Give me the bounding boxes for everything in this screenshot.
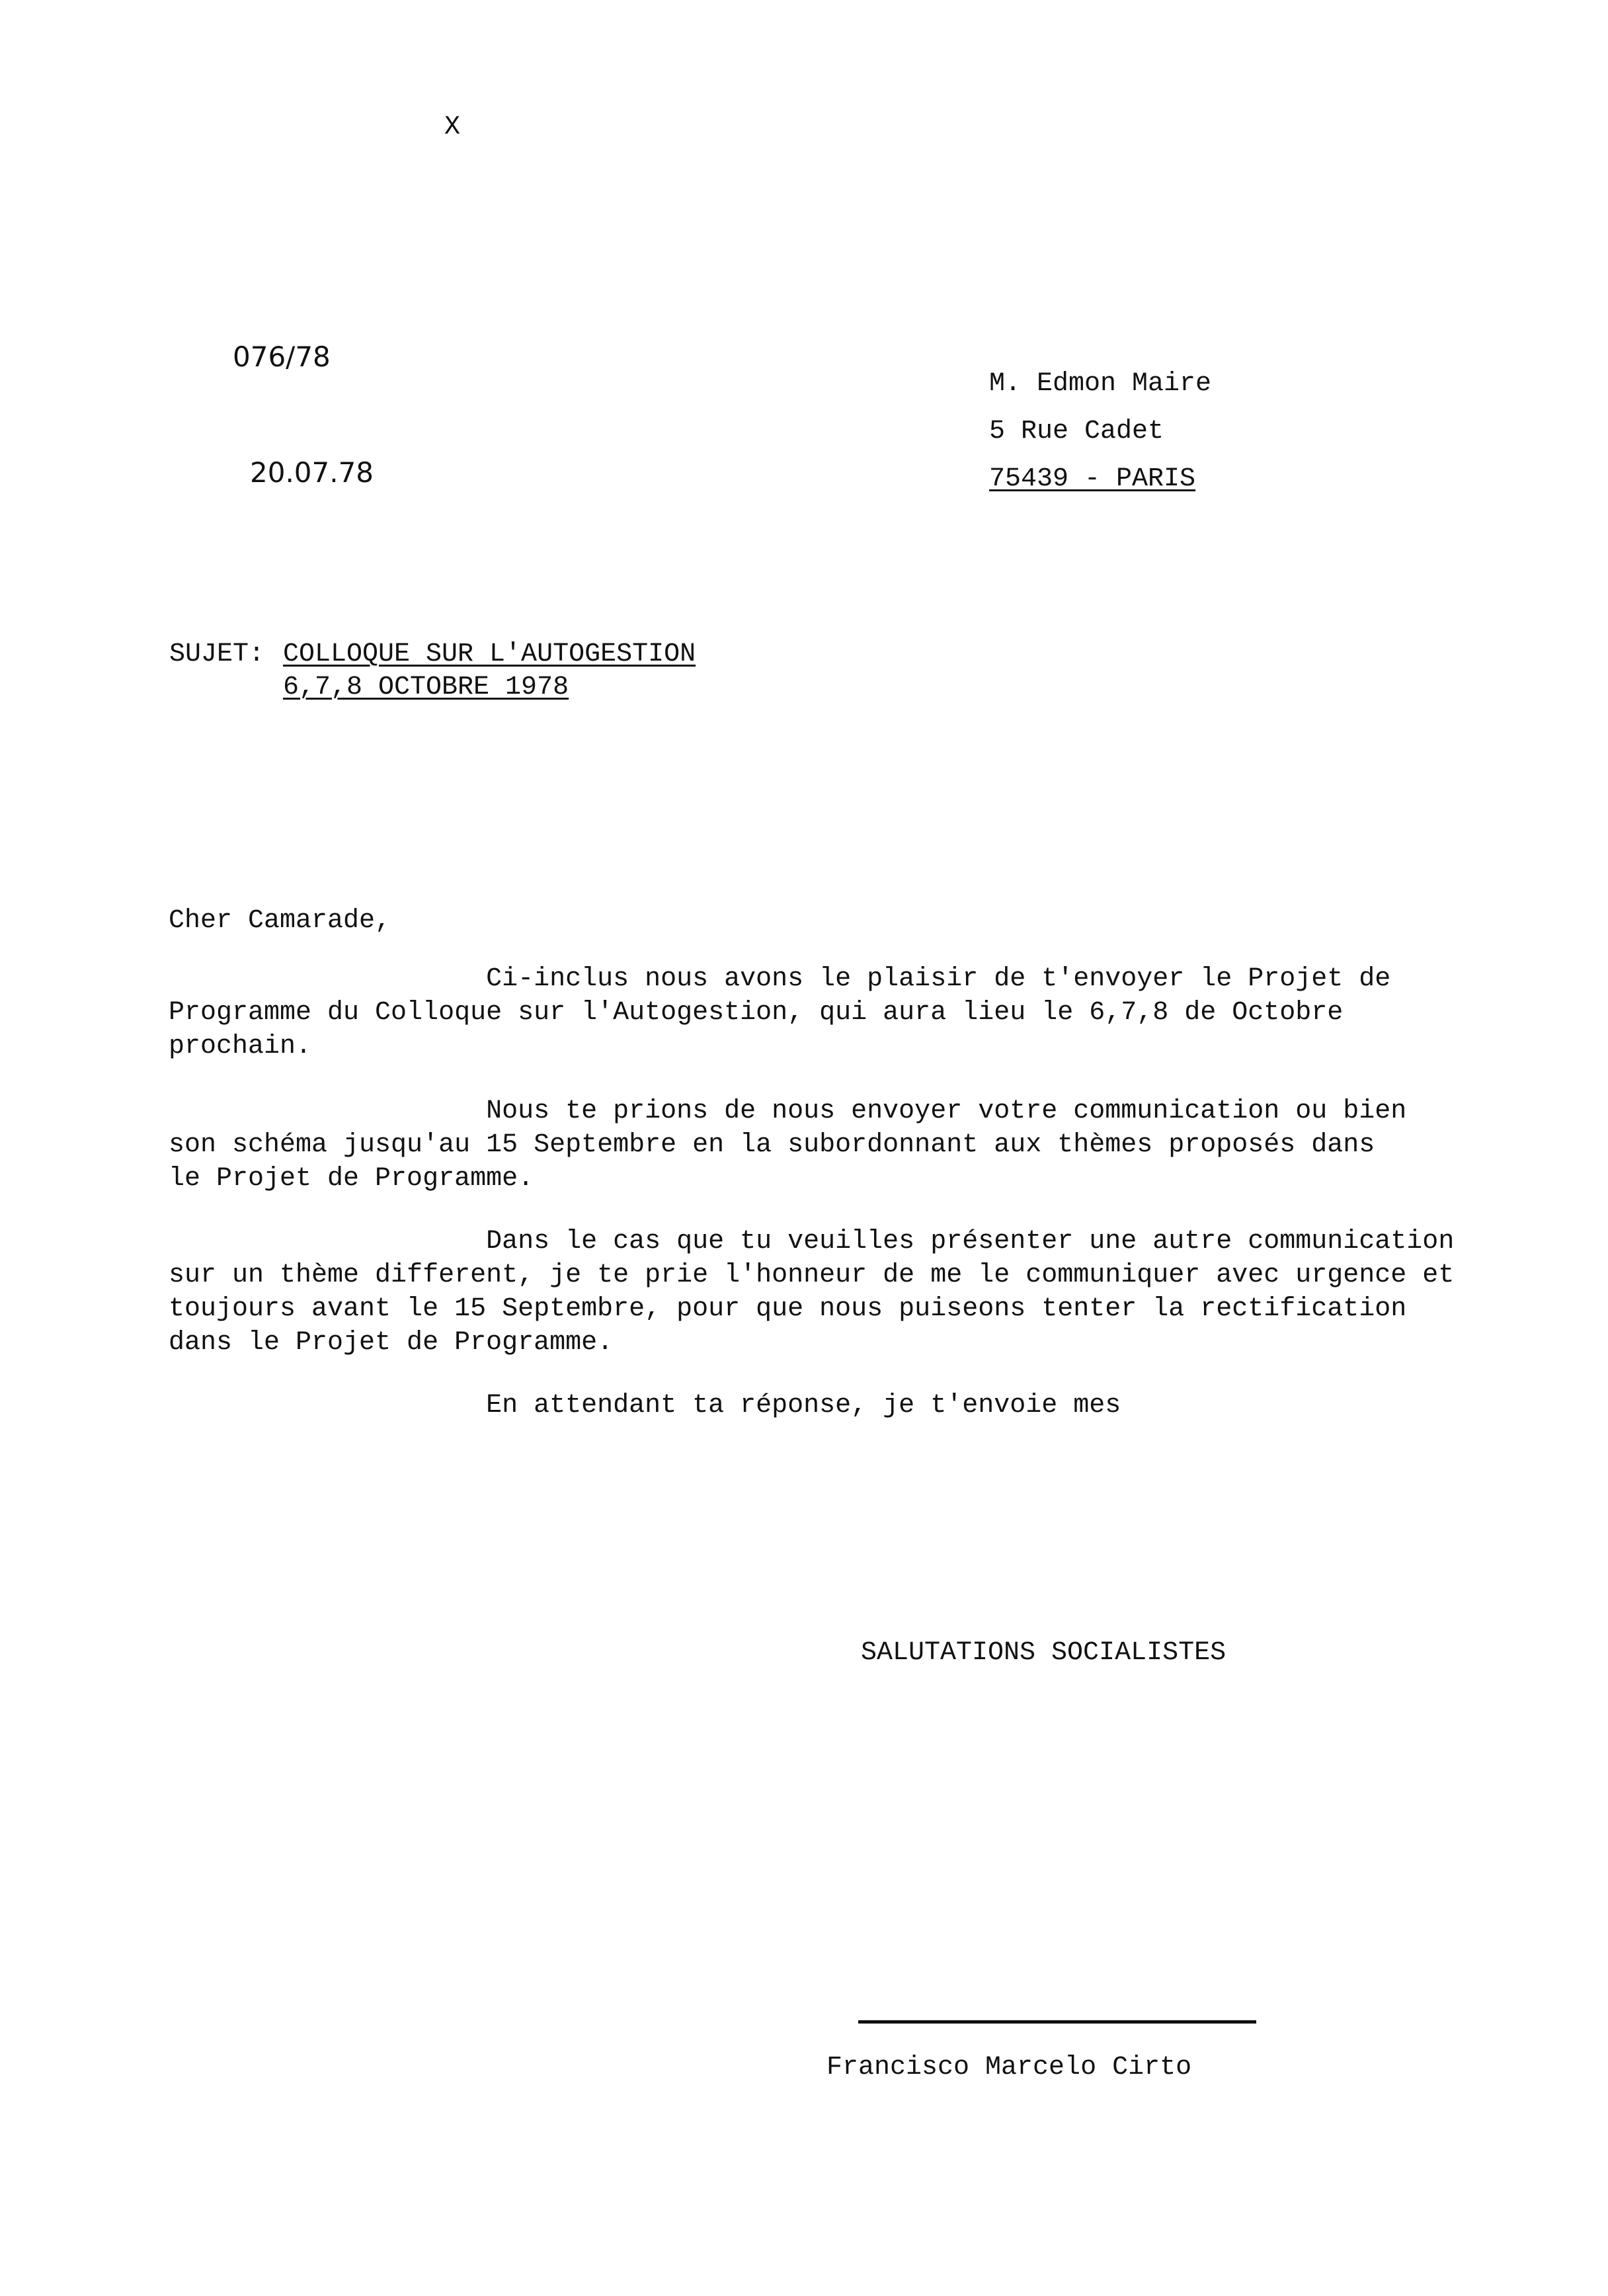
reference-date: 20.07.78 — [250, 456, 374, 489]
paragraph-line: toujours avant le 15 Septembre, pour que nous puiseons tenter la rectification — [169, 1294, 1407, 1324]
paragraph-1 — [169, 962, 1524, 1063]
paragraph-line: Ci-inclus nous avons le plaisir de t'envoyer le Projet de — [169, 964, 1391, 994]
subject-label: SUJET: — [169, 639, 265, 669]
file-mark: X — [444, 112, 461, 142]
paragraph-line: Programme du Colloque sur l'Autogestion, qui aura lieu le 6,7,8 de Octobre — [169, 998, 1344, 1028]
paragraph-line: prochain. — [169, 1032, 312, 1061]
paragraph-line: le Projet de Programme. — [169, 1164, 534, 1194]
salutation: Cher Camarade, — [169, 906, 391, 936]
paragraph-line: son schéma jusqu'au 15 Septembre en la subordonnant aux thèmes proposés dans — [169, 1130, 1375, 1160]
closing-formula: SALUTATIONS SOCIALISTES — [861, 1638, 1226, 1668]
paragraph-2 — [169, 1094, 1524, 1196]
subject-title: COLLOQUE SUR L'AUTOGESTION — [283, 639, 696, 669]
paragraph-line: dans le Projet de Programme. — [169, 1328, 614, 1358]
recipient-city: 75439 - PARIS — [989, 464, 1196, 494]
recipient-name: M. Edmon Maire — [989, 369, 1212, 399]
paragraph-line: sur un thème different, je te prie l'honneur de me le communiquer avec urgence et — [169, 1260, 1455, 1290]
paragraph-line: Nous te prions de nous envoyer votre communication ou bien — [169, 1096, 1407, 1126]
paragraph-3 — [169, 1225, 1524, 1360]
paragraph-line: En attendant ta réponse, je t'envoie mes — [169, 1391, 1121, 1420]
signatory-name: Francisco Marcelo Cirto — [826, 2053, 1192, 2082]
reference-number: 076/78 — [233, 341, 331, 373]
signature-line — [858, 2020, 1256, 2024]
recipient-street: 5 Rue Cadet — [989, 417, 1164, 446]
paragraph-line: Dans le cas que tu veuilles présenter une autre communication — [169, 1227, 1455, 1256]
subject-dates: 6,7,8 OCTOBRE 1978 — [283, 673, 569, 702]
paragraph-4 — [169, 1389, 1524, 1422]
